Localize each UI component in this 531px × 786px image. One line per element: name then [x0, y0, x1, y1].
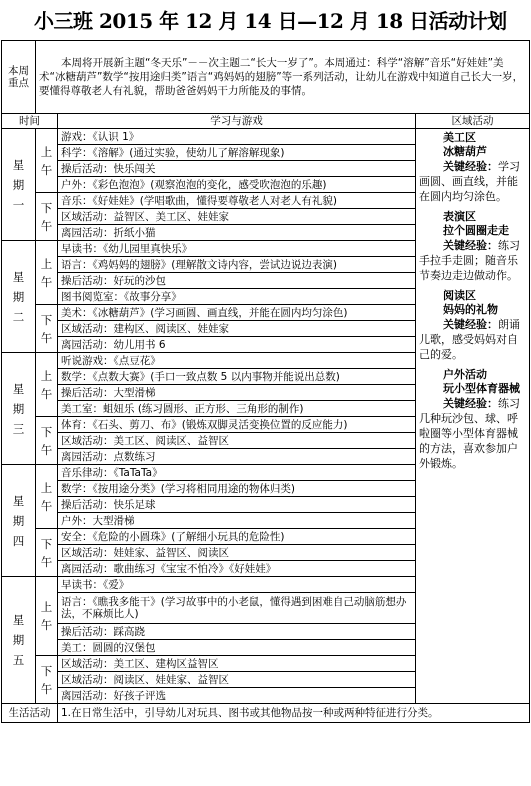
zone-activity-name: 拉个圆圈走走 [442, 224, 509, 237]
activity-cell: 区域活动：娃娃家、益智区、阅读区 [58, 545, 416, 561]
zone-block [419, 210, 526, 283]
activity-cell: 户外：大型滑梯 [58, 513, 416, 529]
zone-block [419, 131, 526, 204]
zone-column [415, 129, 529, 704]
activity-cell: 操后活动：大型滑梯 [58, 385, 416, 401]
morning-label [36, 353, 58, 417]
zone-area: 美工区 [442, 131, 476, 144]
zone-key-label: 关键经验： [442, 397, 498, 410]
activity-cell: 听说游戏：《点豆花》 [58, 353, 416, 369]
activity-cell: 操后活动：快乐闯关 [58, 161, 416, 177]
zone-key-text: 练习手拉手走圆；随音乐节奏边走边做动作。 [418, 239, 520, 282]
activity-cell: 区域活动：益智区、美工区、娃娃家 [58, 209, 416, 225]
morning-label [36, 577, 58, 656]
activity-cell: 音乐律动：《TaTaTa》 [58, 465, 416, 481]
header-time: 时间 [2, 114, 58, 129]
half-day-text: 下 午 [40, 536, 53, 569]
half-day-text: 下 午 [40, 663, 53, 696]
morning-label [36, 465, 58, 529]
activity-cell: 区域活动：美工区、建构区益智区 [58, 656, 416, 672]
activity-cell: 美工室：蛆妞乐 (练习圆形、正方形、三角形的制作) [58, 401, 416, 417]
activity-cell: 数学：《按用途分类》(学习将相同用途的物体归类) [58, 481, 416, 497]
activity-cell: 离园活动：点数练习 [58, 449, 416, 465]
activity-cell: 操后活动：好玩的沙包 [58, 273, 416, 289]
zone-key-experience [419, 396, 526, 471]
half-day-text: 上 午 [40, 256, 53, 289]
focus-row [2, 41, 530, 114]
zone-area: 表演区 [442, 210, 476, 223]
morning-label [36, 129, 58, 193]
day-label-text: 星 期 一 [12, 157, 25, 212]
afternoon-label [36, 193, 58, 241]
afternoon-label [36, 656, 58, 704]
activity-cell: 区域活动：阅读区、娃娃家、益智区 [58, 672, 416, 688]
day-label [2, 465, 36, 577]
afternoon-label [36, 305, 58, 353]
half-day-text: 上 午 [40, 480, 53, 513]
activity-cell: 操后活动：快乐足球 [58, 497, 416, 513]
plan-table [1, 40, 530, 723]
activity-cell: 语言：《鸡妈妈的翅膀》(理解散文诗内容，尝试边说边表演) [58, 257, 416, 273]
day-label-text: 星 期 五 [12, 613, 25, 667]
activity-cell: 美工：圆圆的汉堡包 [58, 640, 416, 656]
life-label: 生活活动 [2, 704, 58, 723]
zone-area: 户外活动 [442, 368, 487, 381]
activity-cell: 游戏：《认识 1》 [58, 129, 416, 145]
zone-key-experience [419, 159, 526, 204]
activity-cell: 体育：《石头、剪刀、布》(锻炼双脚灵活变换位置的反应能力) [58, 417, 416, 433]
activity-cell: 语言：《瞧我多能干》(学习故事中的小老鼠，懂得遇到困难自己动脑筋想办法，不麻烦比人) [58, 593, 416, 624]
zone-key-label: 关键经验： [442, 160, 498, 173]
zone-key-text: 练习几种玩沙包、球、呼啦圈等小型体育器械的方法，喜欢参加户外锻炼。 [418, 397, 520, 470]
page-title: 小三班 2015 年 12 月 14 日—12 月 18 日活动计划 [34, 9, 507, 33]
activity-cell: 科学：《溶解》(通过实验，使幼儿了解溶解现象) [58, 145, 416, 161]
focus-label: 本周重点 [2, 41, 36, 114]
day-label [2, 129, 36, 241]
activity-cell: 离园活动：歌曲练习《宝宝不怕冷》《好娃娃》 [58, 561, 416, 577]
day-label [2, 353, 36, 465]
header-row [2, 114, 530, 129]
activity-cell: 户外：《彩色泡泡》(观察泡泡的变化，感受吹泡泡的乐趣) [58, 177, 416, 193]
activity-cell: 早读书：《幼儿园里真快乐》 [58, 241, 416, 257]
life-row [2, 704, 530, 723]
header-zone: 区域活动 [415, 114, 529, 129]
day-label-text: 星 期 三 [12, 381, 25, 436]
activity-cell: 操后活动：踩高跷 [58, 624, 416, 640]
day-label-text: 星 期 二 [12, 269, 25, 324]
activity-cell: 图书阅览室：《故事分享》 [58, 289, 416, 305]
day-label [2, 241, 36, 353]
day-label [2, 577, 36, 704]
zone-area: 阅读区 [442, 289, 476, 302]
activity-cell: 美术：《冰糖葫芦》(学习画圆、画直线，并能在圆内均匀涂色) [58, 305, 416, 321]
afternoon-label [36, 417, 58, 465]
activity-cell: 早读书：《爱》 [58, 577, 416, 593]
activity-row [2, 129, 530, 145]
activity-cell: 数学：《点数大赛》(手口一致点数 5 以内事物并能说出总数) [58, 369, 416, 385]
zone-activity-name: 妈妈的礼物 [442, 303, 498, 316]
zone-block [419, 368, 526, 471]
activity-cell: 区域活动：建构区、阅读区、娃娃家 [58, 321, 416, 337]
zone-key-experience [419, 238, 526, 283]
focus-text: 本周将开展新主题“冬天乐”－－次主题二“长大一岁了”。本周通过：科学“溶解”音乐“好娃娃”美术“冰糖葫芦”数学“按用途归类”语言“鸡妈妈的翅膀”等一系列活动，让幼儿在游戏中知道自己长大一岁，要懂得尊敬老人有礼貌，帮助爸爸妈妈干力所能及的事情。 [36, 41, 530, 114]
life-text: 1.在日常生活中，引导幼儿对玩具、图书或其他物品按一种或两种特征进行分类。 [58, 704, 530, 723]
activity-cell: 区域活动：美工区、阅读区、益智区 [58, 433, 416, 449]
zone-key-text: 朗诵儿歌，感受妈妈对自己的爱。 [418, 318, 520, 361]
zone-key-label: 关键经验： [442, 239, 498, 252]
activity-cell: 离园活动：幼儿用书 6 [58, 337, 416, 353]
zone-key-label: 关键经验： [442, 318, 498, 331]
half-day-text: 下 午 [40, 200, 53, 233]
header-study: 学习与游戏 [58, 114, 416, 129]
zone-activity-name: 冰糖葫芦 [442, 145, 487, 158]
activity-cell: 音乐：《好娃娃》(学唱歌曲，懂得要尊敬老人对老人有礼貌) [58, 193, 416, 209]
half-day-text: 上 午 [40, 144, 53, 177]
afternoon-label [36, 529, 58, 577]
activity-cell: 离园活动：折纸小猫 [58, 225, 416, 241]
half-day-text: 下 午 [40, 312, 53, 345]
zone-key-text: 学习画圆、画直线，并能在圆内均匀涂色。 [418, 160, 520, 203]
day-label-text: 星 期 四 [12, 493, 25, 548]
zone-activity-name: 玩小型体育器械 [442, 382, 520, 395]
morning-label [36, 241, 58, 305]
half-day-text: 上 午 [40, 600, 53, 632]
zone-block [419, 289, 526, 362]
half-day-text: 下 午 [40, 424, 53, 457]
activity-cell: 安全：《危险的小圆珠》(了解细小玩具的危险性) [58, 529, 416, 545]
zone-key-experience [419, 317, 526, 362]
activity-cell: 离园活动：好孩子评选 [58, 688, 416, 704]
half-day-text: 上 午 [40, 368, 53, 401]
